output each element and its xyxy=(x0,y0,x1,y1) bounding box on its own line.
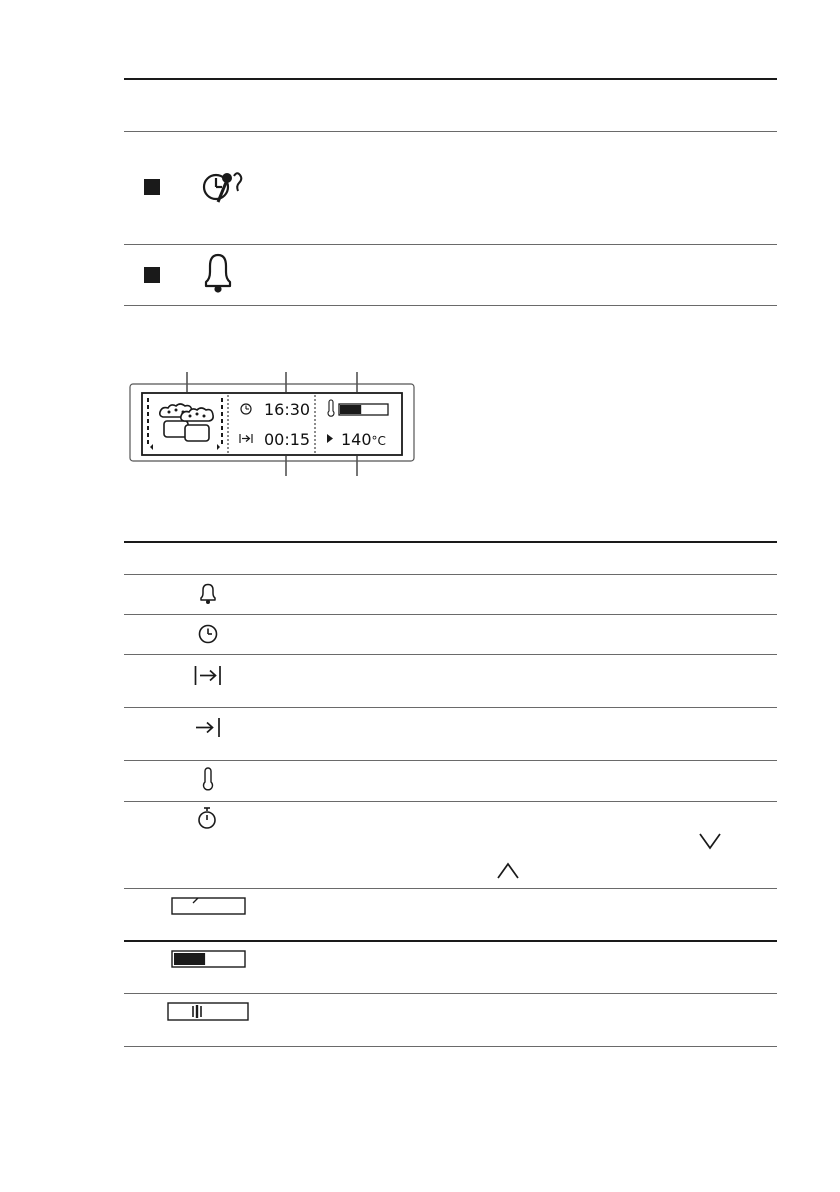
clock-icon xyxy=(197,623,219,649)
bottom-table-row-rule xyxy=(124,940,777,942)
clock-steam-icon xyxy=(202,168,250,212)
display-duration: 00:15 xyxy=(264,430,311,449)
chevron-up-icon xyxy=(496,862,520,884)
heat-up-indicator-icon xyxy=(170,895,248,921)
top-table-header-rule xyxy=(124,131,777,132)
bottom-table-row-rule xyxy=(124,707,777,708)
bottom-table-row-rule xyxy=(124,760,777,761)
fast-heat-up-indicator-icon xyxy=(166,1000,250,1028)
bottom-table-row-rule xyxy=(124,993,777,994)
duration-icon xyxy=(193,664,223,692)
end-time-icon xyxy=(194,716,222,744)
bottom-table-row-rule xyxy=(124,614,777,615)
display-temperature-unit: °C xyxy=(371,434,386,448)
bullet-square xyxy=(144,267,160,283)
top-table-row-rule xyxy=(124,244,777,245)
bottom-table-row-rule xyxy=(124,654,777,655)
bottom-table-header-rule xyxy=(124,574,777,575)
heat-bar-icon xyxy=(170,948,248,974)
top-table-bottom-rule xyxy=(124,305,777,306)
display-temperature xyxy=(341,430,386,449)
bottom-table-bottom-rule xyxy=(124,1046,777,1047)
chevron-down-icon xyxy=(698,832,722,854)
display-temperature-value: 140 xyxy=(341,430,372,449)
bottom-table-top-rule xyxy=(124,541,777,543)
oven-display-illustration xyxy=(128,368,420,478)
bullet-square xyxy=(144,179,160,195)
bell-icon xyxy=(203,252,233,298)
display-time: 16:30 xyxy=(264,400,311,419)
bottom-table-row-rule xyxy=(124,888,777,889)
bottom-table-row-rule xyxy=(124,801,777,802)
top-table-top-rule xyxy=(124,78,777,80)
stopwatch-icon xyxy=(196,806,218,834)
bell-icon xyxy=(199,583,217,609)
thermometer-icon xyxy=(200,768,216,796)
